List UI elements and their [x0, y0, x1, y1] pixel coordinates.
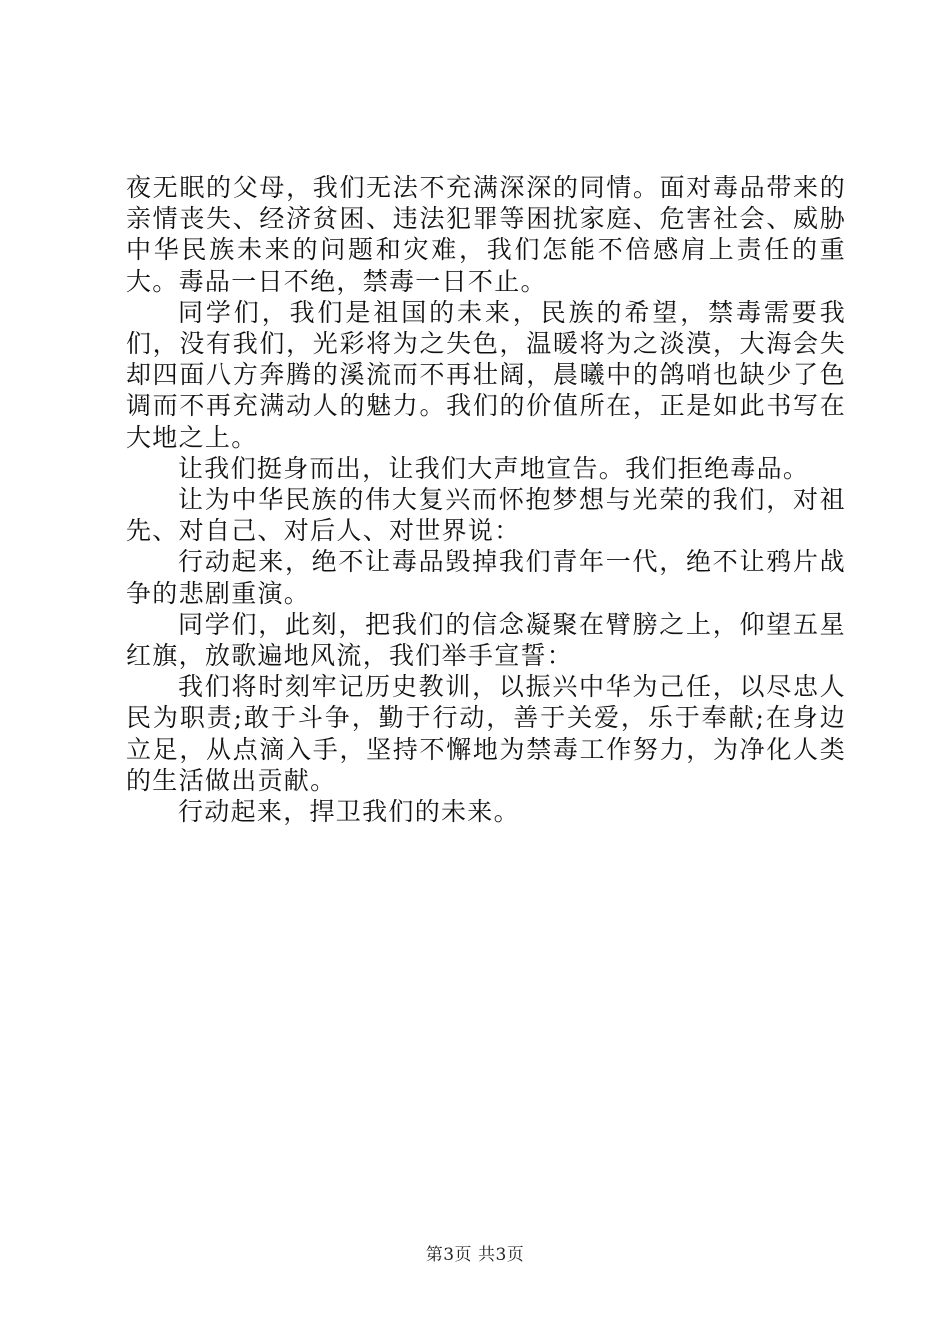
paragraph-5: 行动起来，绝不让毒品毁掉我们青年一代，绝不让鸦片战争的悲剧重演。 — [126, 547, 846, 608]
paragraph-7: 我们将时刻牢记历史教训，以振兴中华为己任，以尽忠人民为职责;敢于斗争，勤于行动，善于关爱，乐于奉献;在身边立足，从点滴入手，坚持不懈地为禁毒工作努力，为净化人类的生活做出贡献。 — [126, 672, 846, 795]
paragraph-8: 行动起来，捍卫我们的未来。 — [178, 797, 520, 827]
paragraph-6: 同学们，此刻，把我们的信念凝聚在臂膀之上，仰望五星红旗，放歌遍地风流，我们举手宣誓： — [126, 609, 846, 671]
paragraph-2: 同学们，我们是祖国的未来，民族的希望，禁毒需要我们，没有我们，光彩将为之失色，温暖将为之淡漠，大海会失却四面八方奔腾的溪流而不再壮阔，晨曦中的鸽哨也缺少了色调而不再充满动人的魅力。我们的价值所在，正是如此书写在大地之上。 — [126, 297, 846, 452]
paragraph-3: 让我们挺身而出，让我们大声地宣告。我们拒绝毒品。 — [178, 453, 810, 483]
document-body — [126, 172, 846, 827]
paragraph-4: 让为中华民族的伟大复兴而怀抱梦想与光荣的我们，对祖先、对自己、对后人、对世界说： — [126, 485, 846, 546]
paragraph-1: 夜无眠的父母，我们无法不充满深深的同情。面对毒品带来的亲情丧失、经济贫困、违法犯罪等困扰家庭、危害社会、威胁中华民族未来的问题和灾难，我们怎能不倍感肩上责任的重大。毒品一日不绝，禁毒一日不止。 — [126, 173, 846, 296]
page-footer: 第3页 共3页 — [425, 1245, 525, 1265]
